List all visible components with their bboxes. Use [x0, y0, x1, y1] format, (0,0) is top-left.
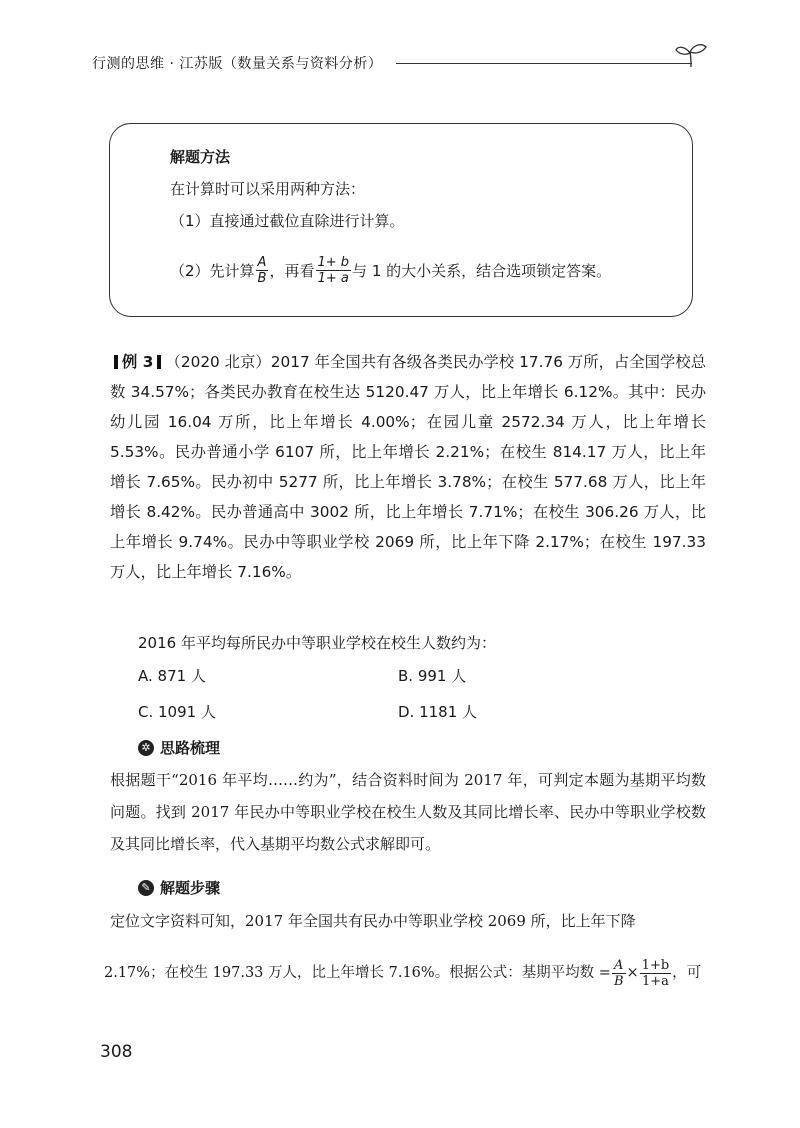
fraction-denominator: B	[613, 973, 624, 989]
fraction-a-over-b	[256, 255, 269, 286]
fraction-numerator: A	[614, 957, 624, 973]
method-heading: 解题方法	[170, 148, 231, 166]
fraction-denominator: 1+a	[641, 973, 669, 989]
times-sign: ×	[626, 965, 639, 981]
steps-paragraph-line2	[104, 957, 701, 989]
section-title: 解题步骤	[160, 879, 221, 897]
fraction-numerator: 1+ b	[317, 255, 350, 270]
option-b: B. 991 人	[398, 667, 467, 685]
example-marker-left	[114, 355, 118, 369]
gear-icon: ✲	[138, 740, 154, 756]
pen-icon: ✎	[138, 880, 154, 896]
option-a: A. 871 人	[138, 667, 206, 685]
option-d: D. 1181 人	[398, 703, 478, 721]
formula-fraction-a-over-b	[612, 958, 626, 989]
sprout-icon	[674, 42, 708, 68]
method-item-1: （1）直接通过截位直除进行计算。	[170, 212, 405, 230]
method2-prefix: （2）先计算	[170, 262, 255, 280]
steps-line2-suffix: ，可	[672, 965, 702, 981]
example-paragraph	[110, 347, 706, 587]
fraction-numerator: 1+b	[641, 957, 670, 973]
fraction-denominator: 1+ a	[317, 271, 349, 286]
section-title: 思路梳理	[160, 739, 221, 757]
question-text: 2016 年平均每所民办中等职业学校在校生人数约为：	[138, 634, 496, 652]
example-text: （2020 北京）2017 年全国共有各级各类民办学校 17.76 万所，占全国学校总数 34.57%；各类民办教育在校生达 5120.47 万人，比上年增长 6.12%。其中：民办幼儿园 16.04 万所，比上年增长 4.00%；在园儿童 2572.34 万人，比上年增长 5.53%。民办普通小学 6107 所，比上年增长 2.21%；在校生 814.17 万人，比上年增长 7.65%。民办初中 5277 所，比上年增长 3.78%；在校生 577.68 万人，比上年增长 8.42%。民办普通高中 3002 所，比上年增长 7.71%；在校生 306.26 万人，比上年增长 9.74%。民办中等职业学校 2069 所，比上年下降 2.17%；在校生 197.33 万人，比上年增长 7.16%。	[110, 353, 706, 581]
formula-fraction-growth	[640, 958, 672, 989]
section-steps-heading	[138, 877, 220, 898]
steps-paragraph-line1: 定位文字资料可知，2017 年全国共有民办中等职业学校 2069 所，比上年下降	[110, 912, 636, 930]
example-label: 例 3	[122, 353, 154, 371]
fraction-denominator: B	[257, 271, 267, 286]
header-rule	[396, 63, 692, 64]
steps-line2-prefix: 2.17%；在校生 197.33 万人，比上年增长 7.16%。根据公式：基期平均数 =	[104, 965, 611, 981]
fraction-growth-ratio	[315, 255, 351, 286]
page-number: 308	[100, 1042, 133, 1062]
example-marker-right	[157, 355, 161, 369]
method-item-2	[170, 255, 611, 286]
thought-paragraph: 根据题干“2016 年平均……约为”，结合资料时间为 2017 年，可判定本题为基期平均数问题。找到 2017 年民办中等职业学校在校生人数及其同比增长率、民办中等职业学校数及其同比增长率，代入基期平均数公式求解即可。	[110, 771, 706, 853]
method2-mid: ，再看	[269, 262, 315, 280]
fraction-numerator: A	[257, 255, 267, 270]
running-header-title: 行测的思维 · 江苏版（数量关系与资料分析）	[92, 56, 383, 72]
section-thought-heading	[138, 737, 220, 758]
option-c: C. 1091 人	[138, 703, 216, 721]
method2-suffix: 与 1 的大小关系，结合选项锁定答案。	[352, 262, 612, 280]
method-intro: 在计算时可以采用两种方法：	[170, 180, 366, 198]
